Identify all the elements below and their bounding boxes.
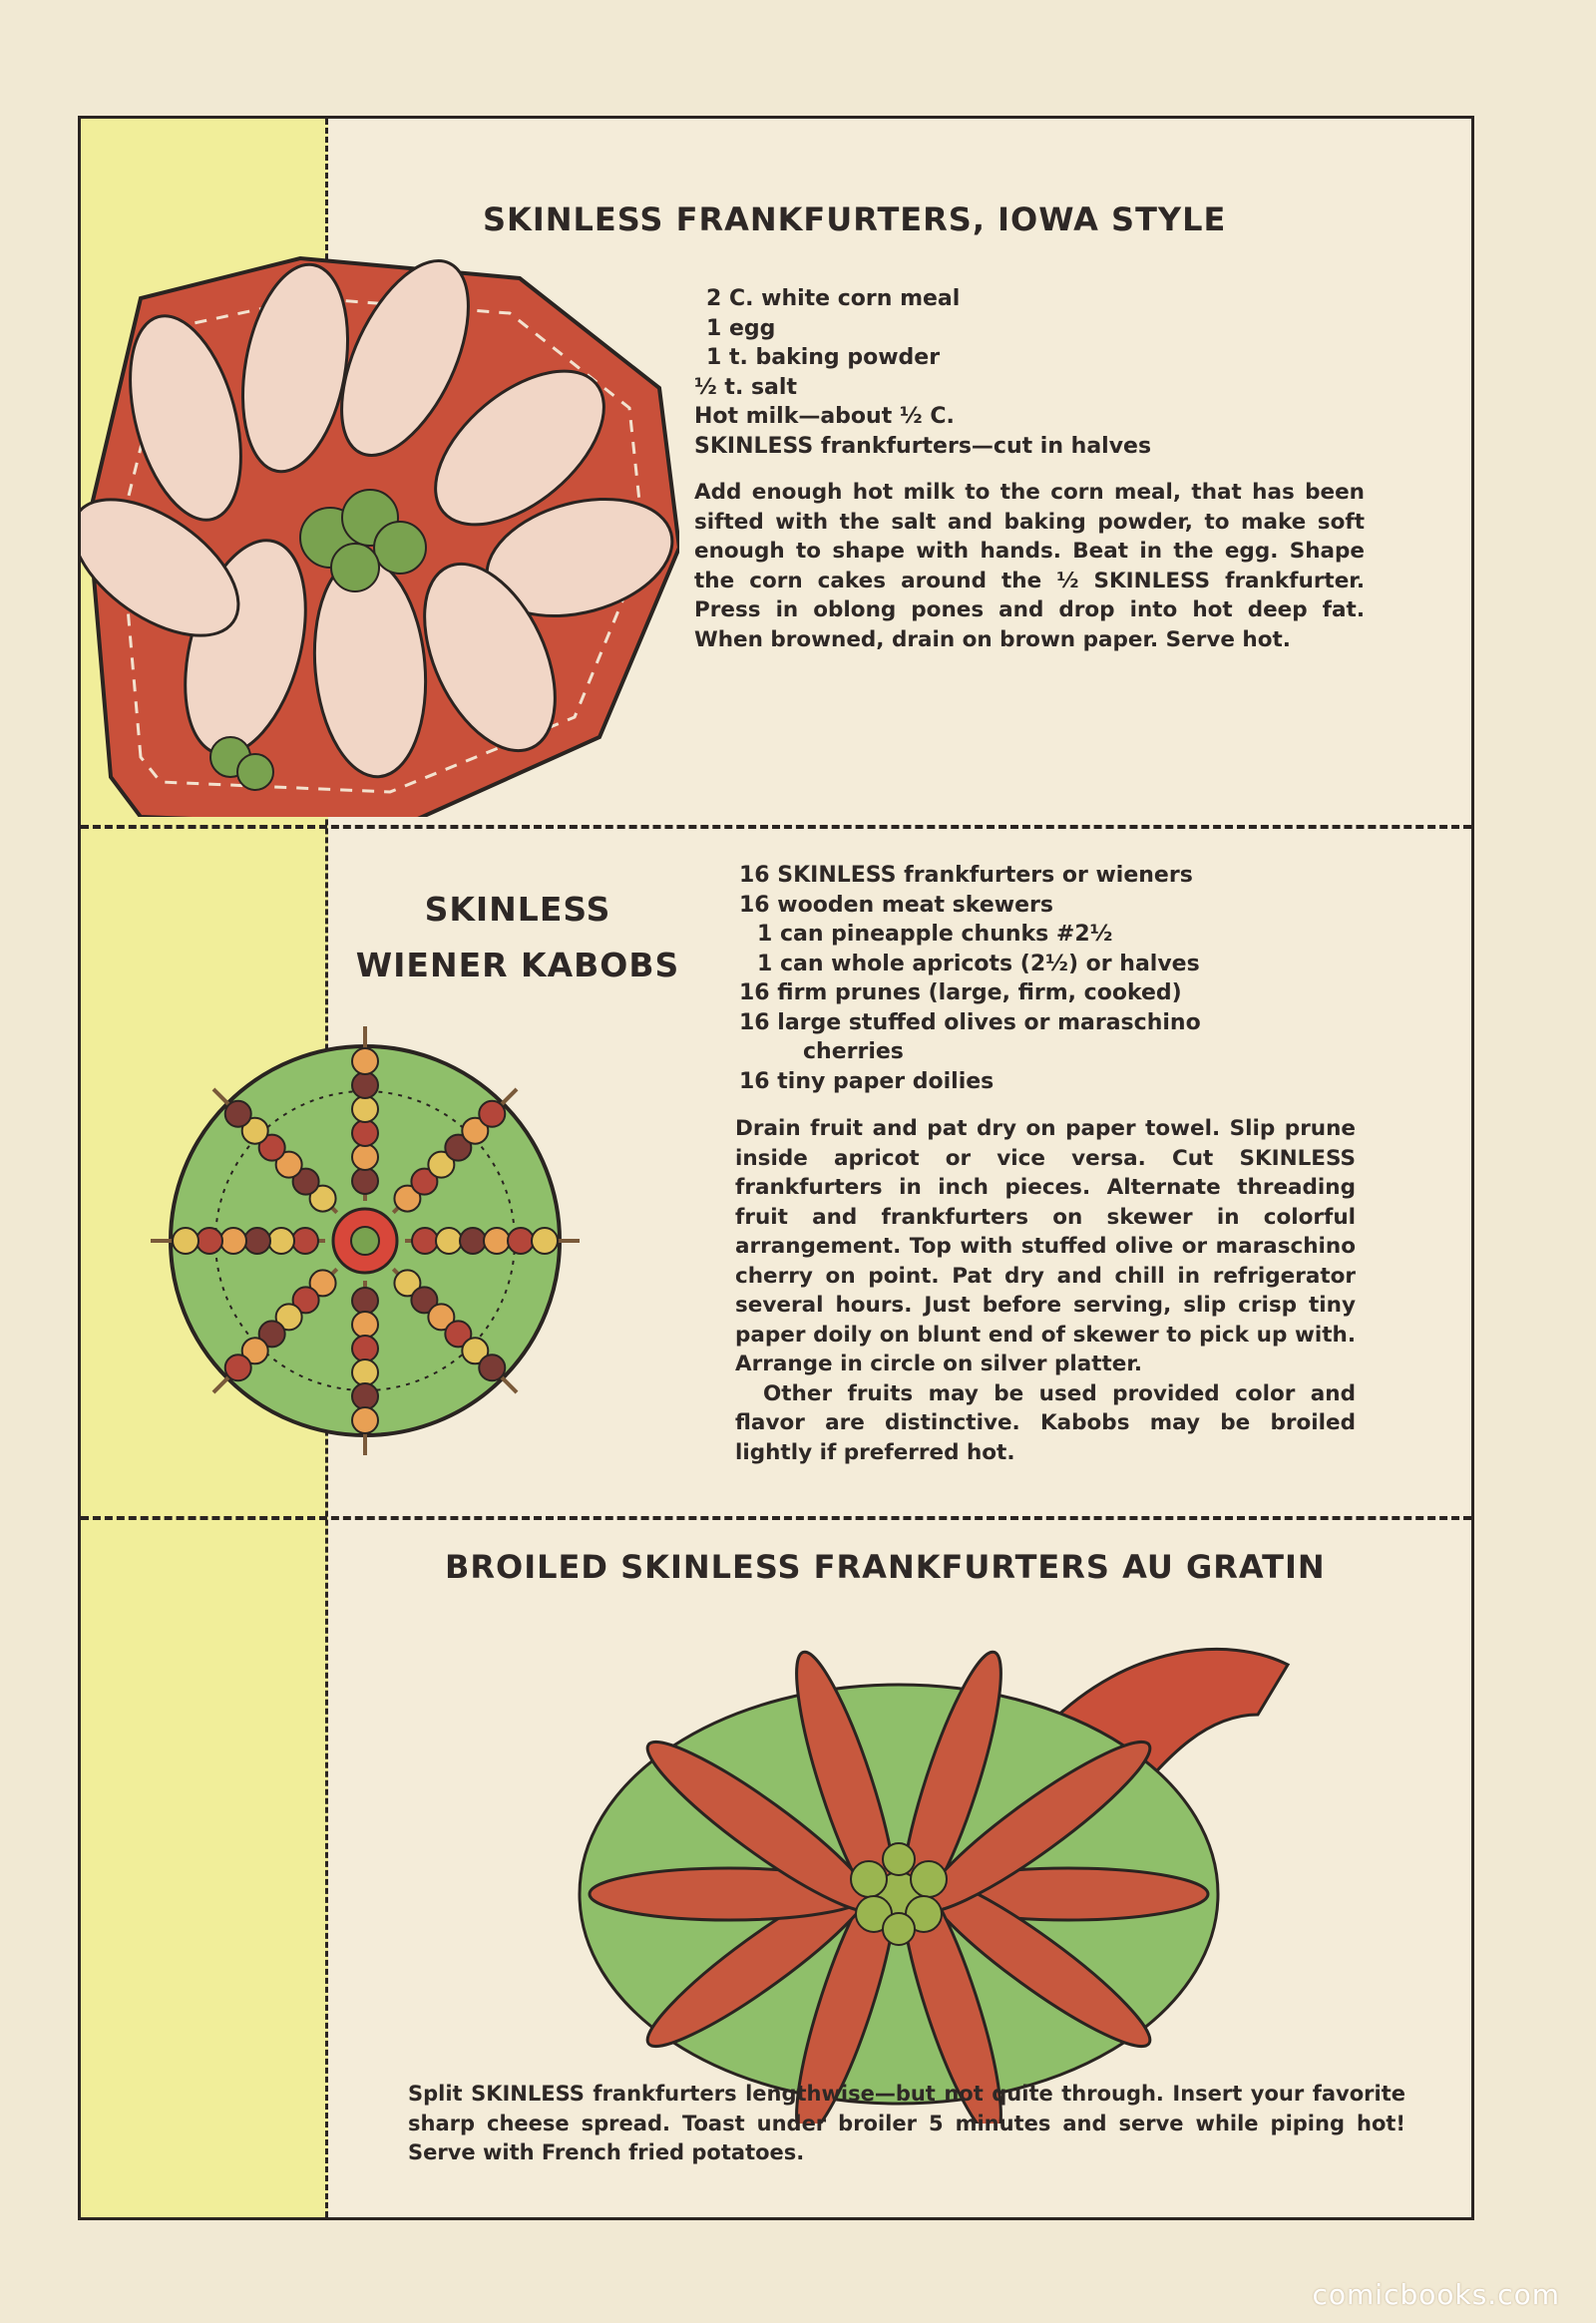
ingredient-item: 1 t. baking powder	[706, 345, 941, 370]
kabob-piece	[352, 1359, 378, 1385]
kabob-piece	[268, 1228, 294, 1254]
ingredient-item: cherries	[803, 1039, 904, 1064]
ingredient-list-wiener-kabobs	[739, 861, 1201, 1096]
ingredient-item: Hot milk—about ½ C.	[694, 404, 955, 429]
kabob-piece	[460, 1228, 486, 1254]
ingredient-item: 1 can pineapple chunks #2½	[757, 922, 1113, 947]
recipe-title-iowa-style: SKINLESS FRANKFURTERS, IOWA STYLE	[483, 200, 1227, 238]
instructions-au-gratin	[408, 2080, 1405, 2168]
kabob-piece	[225, 1355, 251, 1380]
kabob-piece	[173, 1228, 199, 1254]
kabob-piece	[436, 1228, 462, 1254]
ingredient-item: 16 tiny paper doilies	[739, 1068, 995, 1094]
kabob-piece	[352, 1072, 378, 1098]
section-divider-1	[81, 825, 1471, 829]
kabob-piece	[479, 1101, 505, 1127]
recipe-title-au-gratin: BROILED SKINLESS FRANKFURTERS AU GRATIN	[445, 1548, 1326, 1586]
instructions-iowa-style	[694, 478, 1365, 654]
ingredient-item: 16 large stuffed olives or maraschino	[739, 1009, 1201, 1035]
kabob-piece	[352, 1288, 378, 1314]
kabob-piece	[352, 1096, 378, 1122]
instruction-paragraph: Split SKINLESS frankfurters lengthwise—but not quite through. Insert your favorite sharp cheese spread. Toast under broiler 5 minutes and serve while piping hot! Serve with French fried potatoes.	[408, 2082, 1405, 2164]
frankfurters-au-gratin-platter-illustration	[570, 1605, 1308, 2124]
kabob-piece	[532, 1228, 558, 1254]
ingredient-item: ½ t. salt	[694, 374, 797, 400]
kabob-piece	[352, 1120, 378, 1146]
kabob-piece	[352, 1312, 378, 1338]
kabob-piece	[352, 1336, 378, 1361]
ingredient-item: 2 C. white corn meal	[706, 286, 961, 311]
kabob-piece	[352, 1048, 378, 1074]
instruction-paragraph: Other fruits may be used provided color and flavor are distinctive. Kabobs may be broiled lightly if preferred hot.	[735, 1380, 1356, 1465]
corn-pone-platter-illustration	[81, 218, 679, 817]
recipe-title-wiener-kabobs	[338, 882, 697, 993]
recipe-title-line: WIENER KABOBS	[355, 946, 680, 984]
kabob-piece	[479, 1355, 505, 1380]
ingredient-list-iowa-style	[694, 284, 1151, 461]
ingredient-item: 16 firm prunes (large, firm, cooked)	[739, 980, 1182, 1005]
ingredient-item: 16 SKINLESS frankfurters or wieners	[739, 863, 1193, 888]
kabob-piece	[244, 1228, 270, 1254]
kabob-piece	[508, 1228, 534, 1254]
recipe-title-line: SKINLESS	[424, 890, 611, 929]
kabob-piece	[412, 1228, 438, 1254]
ingredient-item: 1 egg	[706, 315, 776, 341]
kabob-piece	[352, 1383, 378, 1409]
ingredient-item: 16 wooden meat skewers	[739, 892, 1053, 918]
ingredient-item: 1 can whole apricots (2½) or halves	[757, 951, 1200, 976]
kabob-piece	[225, 1101, 251, 1127]
kabob-piece	[292, 1228, 318, 1254]
kabob-piece	[484, 1228, 510, 1254]
kabob-piece	[352, 1168, 378, 1194]
instruction-paragraph: Drain fruit and pat dry on paper towel. Slip prune inside apricot or vice versa. Cut SKINLESS frankfurters in inch pieces. Alternate threading fruit and frankfurters on skewer in colorful arrangement. Top with stuffed olive or maraschino cherry on point. Pat dry and chill in refrigerator several hours. Just before serving, slip crisp tiny paper doily on blunt end of skewer to pick up with. Arrange in circle on silver platter.	[735, 1116, 1356, 1376]
kabob-piece	[352, 1144, 378, 1170]
ingredient-item: SKINLESS frankfurters—cut in halves	[694, 433, 1152, 459]
kabob-piece	[220, 1228, 246, 1254]
wiener-kabobs-platter-illustration	[141, 1016, 590, 1465]
site-watermark: comicbooks.com	[1312, 2278, 1560, 2311]
section-divider-2	[81, 1516, 1471, 1520]
instructions-wiener-kabobs	[735, 1114, 1356, 1467]
kabob-piece	[197, 1228, 222, 1254]
recipe-page	[78, 116, 1474, 2220]
instruction-paragraph: Add enough hot milk to the corn meal, that has been sifted with the salt and baking powder, to make soft enough to shape with hands. Beat in the egg. Shape the corn cakes around the ½ SKINLESS frankfurter. Press in oblong pones and drop into hot deep fat. When browned, drain on brown paper. Serve hot.	[694, 480, 1365, 652]
kabob-piece	[352, 1407, 378, 1433]
